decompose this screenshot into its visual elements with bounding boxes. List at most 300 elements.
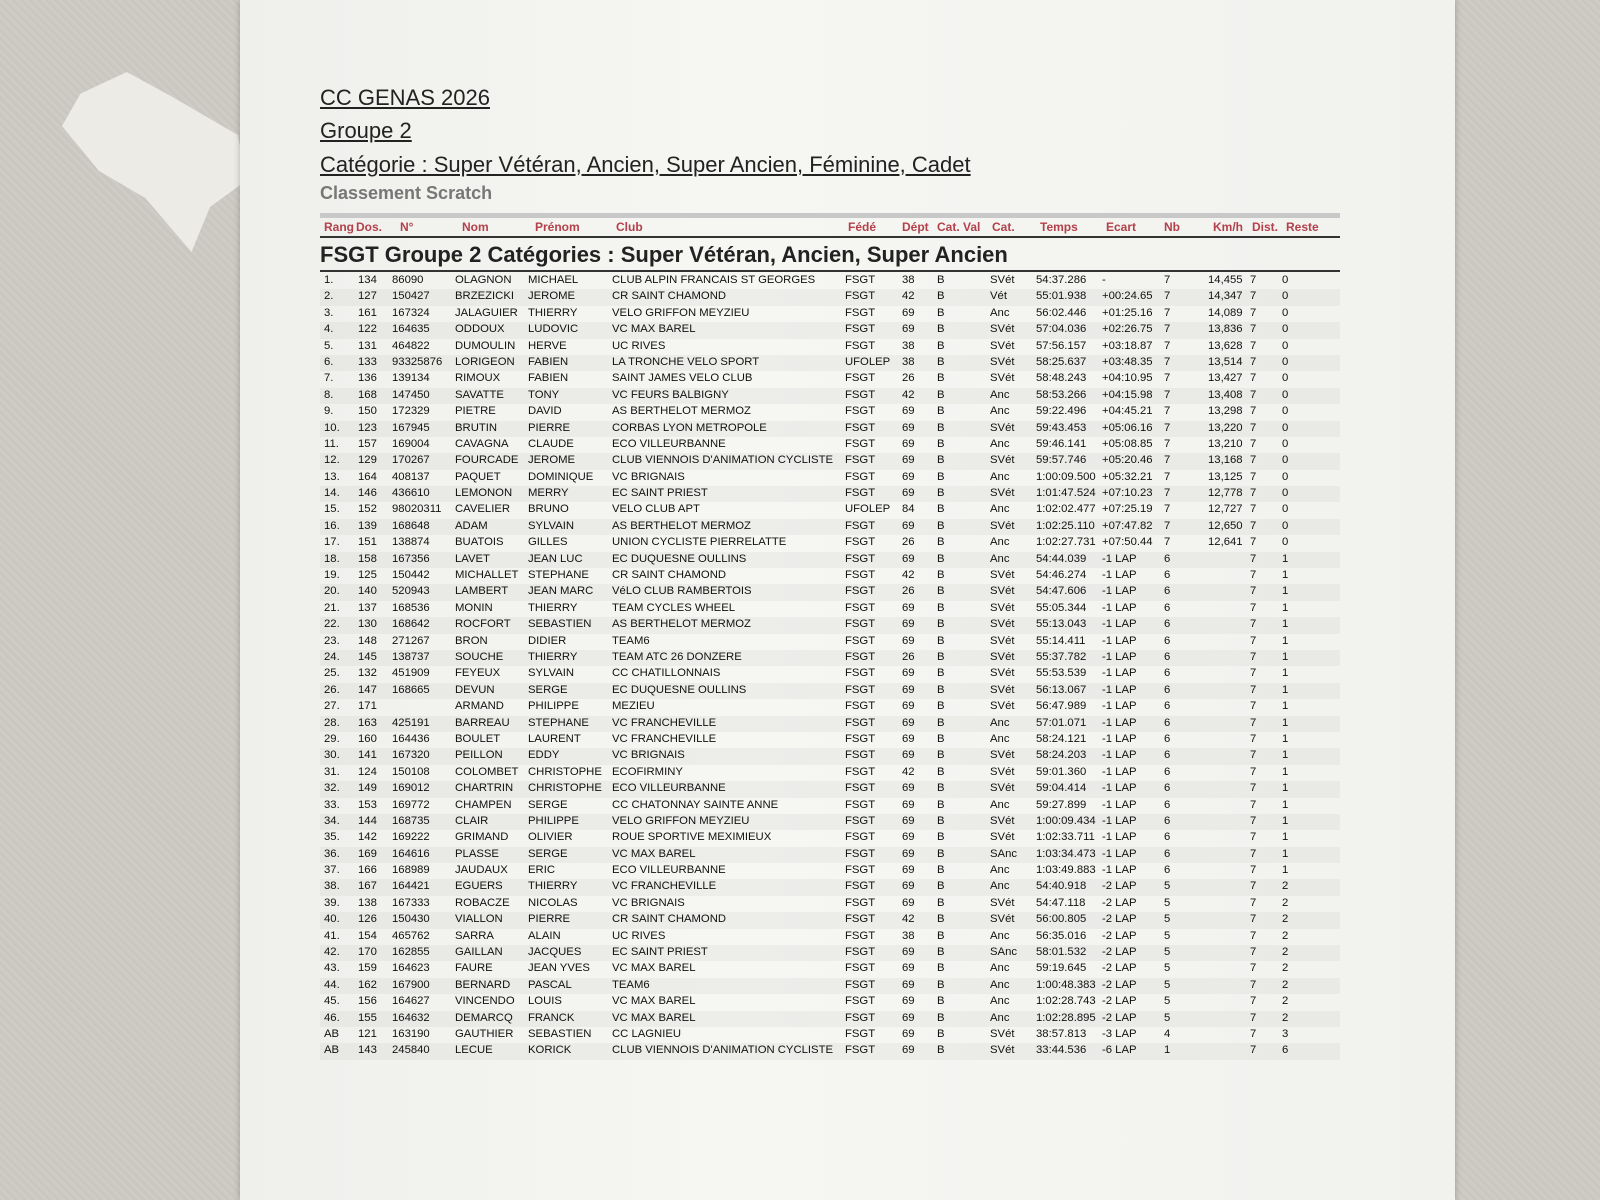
cell-distance: 7 bbox=[1250, 798, 1257, 811]
cell-category: Anc bbox=[990, 405, 1010, 418]
cell-time: 38:57.813 bbox=[1036, 1027, 1087, 1040]
cell-first-name: PIERRE bbox=[528, 421, 571, 434]
cell-first-name: NICOLAS bbox=[528, 896, 578, 909]
table-row bbox=[320, 781, 1340, 797]
cell-time: 54:37.286 bbox=[1036, 274, 1087, 286]
cell-department: 69 bbox=[902, 782, 915, 795]
cell-club: CC CHATILLONNAIS bbox=[612, 667, 721, 680]
cell-club: VC MAX BAREL bbox=[612, 1011, 696, 1024]
cell-club: VC FRANCHEVILLE bbox=[612, 716, 717, 729]
cell-speed: 13,628 bbox=[1208, 339, 1243, 352]
cell-distance: 7 bbox=[1250, 339, 1257, 352]
cell-speed: 12,650 bbox=[1208, 519, 1243, 532]
cell-first-name: STEPHANE bbox=[528, 569, 589, 582]
cell-bib: 133 bbox=[358, 355, 377, 368]
cell-remaining: 1 bbox=[1282, 716, 1289, 729]
cell-bib: 170 bbox=[358, 946, 377, 959]
cell-time: 59:19.645 bbox=[1036, 962, 1087, 975]
cell-cat-val: B bbox=[937, 618, 945, 631]
cell-gap: -1 LAP bbox=[1102, 700, 1137, 713]
cell-category: SVét bbox=[990, 667, 1015, 680]
cell-cat-val: B bbox=[937, 388, 945, 401]
cell-distance: 7 bbox=[1250, 323, 1257, 336]
cell-bib: 150 bbox=[358, 405, 377, 418]
cell-federation: FSGT bbox=[845, 896, 876, 909]
cell-department: 69 bbox=[902, 1011, 915, 1024]
cell-federation: FSGT bbox=[845, 536, 876, 549]
cell-cat-val: B bbox=[937, 536, 945, 549]
cell-federation: FSGT bbox=[845, 995, 876, 1008]
cell-remaining: 1 bbox=[1282, 732, 1289, 745]
cell-laps: 7 bbox=[1164, 339, 1171, 352]
cell-first-name: KORICK bbox=[528, 1044, 572, 1057]
cell-club: ECO VILLEURBANNE bbox=[612, 782, 726, 795]
table-row bbox=[320, 470, 1340, 486]
cell-federation: FSGT bbox=[845, 290, 876, 303]
cell-cat-val: B bbox=[937, 437, 945, 450]
cell-cat-val: B bbox=[937, 519, 945, 532]
cell-remaining: 3 bbox=[1282, 1027, 1289, 1040]
cell-club: VC FRANCHEVILLE bbox=[612, 880, 717, 893]
cell-bib: 162 bbox=[358, 978, 377, 991]
cell-time: 55:01.938 bbox=[1036, 290, 1087, 303]
cell-licence: 169012 bbox=[392, 782, 430, 795]
cell-bib: 126 bbox=[358, 913, 377, 926]
col-temps: Temps bbox=[1040, 220, 1078, 234]
cell-department: 69 bbox=[902, 437, 915, 450]
cell-distance: 7 bbox=[1250, 683, 1257, 696]
cell-rank: 17. bbox=[324, 536, 340, 549]
table-row bbox=[320, 1011, 1340, 1027]
cell-category: SVét bbox=[990, 749, 1015, 762]
cell-laps: 6 bbox=[1164, 798, 1171, 811]
cell-federation: FSGT bbox=[845, 437, 876, 450]
cell-remaining: 1 bbox=[1282, 749, 1289, 762]
cell-federation: FSGT bbox=[845, 601, 876, 614]
cell-distance: 7 bbox=[1250, 421, 1257, 434]
cell-laps: 6 bbox=[1164, 650, 1171, 663]
cell-remaining: 6 bbox=[1282, 1044, 1289, 1057]
cell-gap: -6 LAP bbox=[1102, 1044, 1137, 1057]
table-row bbox=[320, 847, 1340, 863]
cell-licence: 168536 bbox=[392, 601, 430, 614]
cell-federation: FSGT bbox=[845, 814, 876, 827]
table-row bbox=[320, 486, 1340, 502]
cell-department: 69 bbox=[902, 814, 915, 827]
cell-federation: UFOLEP bbox=[845, 355, 891, 368]
cell-federation: FSGT bbox=[845, 798, 876, 811]
cell-club: CLUB VIENNOIS D'ANIMATION CYCLISTE bbox=[612, 454, 834, 467]
cell-cat-val: B bbox=[937, 782, 945, 795]
cell-licence: 245840 bbox=[392, 1044, 430, 1057]
cell-distance: 7 bbox=[1250, 503, 1257, 516]
cell-gap: -1 LAP bbox=[1102, 749, 1137, 762]
cell-gap: -1 LAP bbox=[1102, 798, 1137, 811]
col-dos: Dos. bbox=[356, 220, 383, 234]
cell-remaining: 0 bbox=[1282, 437, 1289, 450]
col-dept: Dépt bbox=[902, 220, 929, 234]
cell-remaining: 1 bbox=[1282, 667, 1289, 680]
cell-bib: 147 bbox=[358, 683, 377, 696]
cell-federation: FSGT bbox=[845, 487, 876, 500]
cell-department: 26 bbox=[902, 372, 915, 385]
cell-distance: 7 bbox=[1250, 454, 1257, 467]
cell-last-name: EGUERS bbox=[455, 880, 503, 893]
cell-rank: 14. bbox=[324, 487, 340, 500]
cell-laps: 7 bbox=[1164, 421, 1171, 434]
cell-department: 69 bbox=[902, 700, 915, 713]
cell-time: 55:13.043 bbox=[1036, 618, 1087, 631]
cell-laps: 7 bbox=[1164, 274, 1171, 286]
cell-time: 54:40.918 bbox=[1036, 880, 1087, 893]
cell-bib: 144 bbox=[358, 814, 377, 827]
table-row bbox=[320, 666, 1340, 682]
cell-last-name: GAILLAN bbox=[455, 946, 503, 959]
cell-remaining: 1 bbox=[1282, 798, 1289, 811]
cell-first-name: PIERRE bbox=[528, 913, 571, 926]
cell-laps: 7 bbox=[1164, 372, 1171, 385]
cell-distance: 7 bbox=[1250, 700, 1257, 713]
cell-cat-val: B bbox=[937, 569, 945, 582]
cell-laps: 4 bbox=[1164, 1027, 1171, 1040]
cell-department: 69 bbox=[902, 519, 915, 532]
cell-gap: -1 LAP bbox=[1102, 782, 1137, 795]
cell-club: ECO VILLEURBANNE bbox=[612, 864, 726, 877]
cell-laps: 6 bbox=[1164, 765, 1171, 778]
table-row bbox=[320, 994, 1340, 1010]
cell-speed: 13,427 bbox=[1208, 372, 1243, 385]
cell-laps: 7 bbox=[1164, 519, 1171, 532]
cell-distance: 7 bbox=[1250, 487, 1257, 500]
cell-department: 69 bbox=[902, 1027, 915, 1040]
cell-bib: 153 bbox=[358, 798, 377, 811]
cell-category: SVét bbox=[990, 814, 1015, 827]
cell-licence: 465762 bbox=[392, 929, 430, 942]
cell-bib: 148 bbox=[358, 634, 377, 647]
cell-speed: 13,168 bbox=[1208, 454, 1243, 467]
cell-time: 55:14.411 bbox=[1036, 634, 1086, 647]
cell-bib: 146 bbox=[358, 487, 377, 500]
cell-distance: 7 bbox=[1250, 585, 1257, 598]
cell-first-name: JEROME bbox=[528, 290, 576, 303]
cell-gap: +02:26.75 bbox=[1102, 323, 1153, 336]
cell-laps: 5 bbox=[1164, 1011, 1171, 1024]
cell-distance: 7 bbox=[1250, 355, 1257, 368]
cell-laps: 6 bbox=[1164, 601, 1171, 614]
cell-rank: 15. bbox=[324, 503, 340, 516]
cell-department: 69 bbox=[902, 601, 915, 614]
cell-laps: 7 bbox=[1164, 306, 1171, 319]
cell-rank: 18. bbox=[324, 552, 340, 565]
cell-rank: 40. bbox=[324, 913, 340, 926]
cell-cat-val: B bbox=[937, 995, 945, 1008]
cell-licence: 436610 bbox=[392, 487, 430, 500]
cell-laps: 7 bbox=[1164, 503, 1171, 516]
cell-rank: 36. bbox=[324, 847, 340, 860]
cell-club: VC BRIGNAIS bbox=[612, 470, 685, 483]
cell-gap: -1 LAP bbox=[1102, 716, 1137, 729]
cell-bib: 121 bbox=[358, 1027, 377, 1040]
cell-first-name: SYLVAIN bbox=[528, 519, 575, 532]
cell-rank: 45. bbox=[324, 995, 340, 1008]
cell-gap: -1 LAP bbox=[1102, 831, 1137, 844]
table-row bbox=[320, 978, 1340, 994]
cell-licence: 168648 bbox=[392, 519, 430, 532]
table-row bbox=[320, 289, 1340, 305]
cell-first-name: LOUIS bbox=[528, 995, 562, 1008]
cell-category: SVét bbox=[990, 372, 1015, 385]
cell-time: 54:47.118 bbox=[1036, 896, 1086, 909]
cell-cat-val: B bbox=[937, 880, 945, 893]
cell-last-name: CAVAGNA bbox=[455, 437, 509, 450]
results-sheet bbox=[240, 0, 1455, 1200]
cell-distance: 7 bbox=[1250, 962, 1257, 975]
cell-laps: 5 bbox=[1164, 896, 1171, 909]
table-row bbox=[320, 814, 1340, 830]
cell-licence: 167324 bbox=[392, 306, 430, 319]
cell-federation: FSGT bbox=[845, 388, 876, 401]
cell-distance: 7 bbox=[1250, 814, 1257, 827]
cell-speed: 14,455 bbox=[1208, 274, 1243, 286]
cell-bib: 154 bbox=[358, 929, 377, 942]
cell-club: VC MAX BAREL bbox=[612, 847, 696, 860]
cell-gap: -1 LAP bbox=[1102, 847, 1137, 860]
cell-gap: -1 LAP bbox=[1102, 552, 1137, 565]
cell-licence: 167356 bbox=[392, 552, 430, 565]
cell-first-name: DAVID bbox=[528, 405, 562, 418]
cell-last-name: LAMBERT bbox=[455, 585, 509, 598]
cell-time: 55:37.782 bbox=[1036, 650, 1087, 663]
cell-bib: 145 bbox=[358, 650, 377, 663]
cell-first-name: PHILIPPE bbox=[528, 700, 579, 713]
cell-remaining: 1 bbox=[1282, 650, 1289, 663]
cell-licence: 139134 bbox=[392, 372, 430, 385]
cell-first-name: STEPHANE bbox=[528, 716, 589, 729]
cell-federation: FSGT bbox=[845, 700, 876, 713]
cell-distance: 7 bbox=[1250, 1027, 1257, 1040]
cell-time: 55:05.344 bbox=[1036, 601, 1087, 614]
cell-laps: 6 bbox=[1164, 814, 1171, 827]
cell-last-name: LEMONON bbox=[455, 487, 513, 500]
cell-gap: +04:45.21 bbox=[1102, 405, 1153, 418]
cell-category: SVét bbox=[990, 585, 1015, 598]
cell-licence: 164635 bbox=[392, 323, 430, 336]
cell-distance: 7 bbox=[1250, 569, 1257, 582]
cell-rank: 39. bbox=[324, 896, 340, 909]
cell-category: SVét bbox=[990, 1044, 1015, 1057]
table-row bbox=[320, 650, 1340, 666]
cell-distance: 7 bbox=[1250, 519, 1257, 532]
cell-remaining: 1 bbox=[1282, 601, 1289, 614]
cell-licence: 172329 bbox=[392, 405, 430, 418]
cell-first-name: GILLES bbox=[528, 536, 568, 549]
cell-category: SVét bbox=[990, 782, 1015, 795]
table-row bbox=[320, 945, 1340, 961]
cell-first-name: LAURENT bbox=[528, 732, 581, 745]
cell-gap: +00:24.65 bbox=[1102, 290, 1153, 303]
cell-rank: 4. bbox=[324, 323, 334, 336]
cell-category: SVét bbox=[990, 650, 1015, 663]
cell-remaining: 1 bbox=[1282, 847, 1289, 860]
table-row bbox=[320, 388, 1340, 404]
cell-last-name: LAVET bbox=[455, 552, 490, 565]
cell-remaining: 2 bbox=[1282, 880, 1289, 893]
cell-last-name: GAUTHIER bbox=[455, 1027, 514, 1040]
cell-first-name: THIERRY bbox=[528, 880, 578, 893]
cell-bib: 164 bbox=[358, 470, 377, 483]
cell-department: 69 bbox=[902, 749, 915, 762]
cell-last-name: SARRA bbox=[455, 929, 494, 942]
cell-rank: 26. bbox=[324, 683, 340, 696]
cell-gap: -2 LAP bbox=[1102, 962, 1137, 975]
cell-time: 56:13.067 bbox=[1036, 683, 1087, 696]
cell-gap: -2 LAP bbox=[1102, 1011, 1137, 1024]
cell-first-name: THIERRY bbox=[528, 306, 578, 319]
cell-speed: 13,408 bbox=[1208, 388, 1243, 401]
cell-cat-val: B bbox=[937, 798, 945, 811]
cell-time: 59:27.899 bbox=[1036, 798, 1087, 811]
cell-federation: FSGT bbox=[845, 634, 876, 647]
cell-rank: 42. bbox=[324, 946, 340, 959]
cell-distance: 7 bbox=[1250, 405, 1257, 418]
table-row bbox=[320, 879, 1340, 895]
cell-gap: -2 LAP bbox=[1102, 913, 1137, 926]
cell-licence: 150427 bbox=[392, 290, 430, 303]
cell-club: SAINT JAMES VELO CLUB bbox=[612, 372, 753, 385]
col-prenom: Prénom bbox=[535, 220, 580, 234]
cell-category: Anc bbox=[990, 962, 1010, 975]
cell-category: SVét bbox=[990, 601, 1015, 614]
cell-club: VELO GRIFFON MEYZIEU bbox=[612, 306, 750, 319]
cell-first-name: HERVE bbox=[528, 339, 567, 352]
cell-remaining: 0 bbox=[1282, 519, 1289, 532]
cell-time: 58:24.121 bbox=[1036, 732, 1087, 745]
table-row bbox=[320, 404, 1340, 420]
cell-remaining: 1 bbox=[1282, 831, 1289, 844]
cell-bib: 131 bbox=[358, 339, 377, 352]
cell-federation: FSGT bbox=[845, 716, 876, 729]
cell-last-name: SOUCHE bbox=[455, 650, 504, 663]
table-row bbox=[320, 519, 1340, 535]
cell-cat-val: B bbox=[937, 601, 945, 614]
cell-laps: 7 bbox=[1164, 454, 1171, 467]
cell-licence: 170267 bbox=[392, 454, 430, 467]
cell-department: 69 bbox=[902, 1044, 915, 1057]
cell-remaining: 1 bbox=[1282, 814, 1289, 827]
cell-club: VC BRIGNAIS bbox=[612, 749, 685, 762]
cell-gap: -1 LAP bbox=[1102, 618, 1137, 631]
cell-laps: 6 bbox=[1164, 732, 1171, 745]
cell-licence: 167900 bbox=[392, 978, 430, 991]
cell-licence: 150108 bbox=[392, 765, 430, 778]
cell-gap: -1 LAP bbox=[1102, 601, 1137, 614]
cell-department: 69 bbox=[902, 962, 915, 975]
cell-cat-val: B bbox=[937, 765, 945, 778]
cell-category: SVét bbox=[990, 896, 1015, 909]
cell-first-name: OLIVIER bbox=[528, 831, 573, 844]
cell-laps: 7 bbox=[1164, 437, 1171, 450]
cell-remaining: 2 bbox=[1282, 929, 1289, 942]
col-cat: Cat. bbox=[992, 220, 1015, 234]
cell-time: 1:03:49.883 bbox=[1036, 864, 1096, 877]
cell-last-name: JALAGUIER bbox=[455, 306, 518, 319]
cell-club: MEZIEU bbox=[612, 700, 655, 713]
cell-bib: 151 bbox=[358, 536, 377, 549]
cell-club: VC BRIGNAIS bbox=[612, 896, 685, 909]
cell-department: 69 bbox=[902, 634, 915, 647]
cell-time: 56:02.446 bbox=[1036, 306, 1087, 319]
cell-last-name: BARREAU bbox=[455, 716, 510, 729]
cell-gap: -1 LAP bbox=[1102, 683, 1137, 696]
cell-licence: 138874 bbox=[392, 536, 430, 549]
cell-gap: +03:18.87 bbox=[1102, 339, 1153, 352]
cell-laps: 7 bbox=[1164, 323, 1171, 336]
cell-laps: 5 bbox=[1164, 880, 1171, 893]
cell-first-name: LUDOVIC bbox=[528, 323, 579, 336]
cell-department: 38 bbox=[902, 355, 915, 368]
cell-remaining: 0 bbox=[1282, 503, 1289, 516]
table-row bbox=[320, 863, 1340, 879]
cell-category: SVét bbox=[990, 634, 1015, 647]
cell-club: UC RIVES bbox=[612, 339, 666, 352]
cell-first-name: CHRISTOPHE bbox=[528, 765, 602, 778]
cell-last-name: FOURCADE bbox=[455, 454, 519, 467]
cell-club: ECOFIRMINY bbox=[612, 765, 683, 778]
cell-rank: 25. bbox=[324, 667, 340, 680]
cell-remaining: 1 bbox=[1282, 700, 1289, 713]
cell-remaining: 0 bbox=[1282, 536, 1289, 549]
cell-distance: 7 bbox=[1250, 274, 1257, 286]
table-row bbox=[320, 568, 1340, 584]
cell-last-name: FAURE bbox=[455, 962, 493, 975]
cell-distance: 7 bbox=[1250, 765, 1257, 778]
cell-time: 1:02:28.895 bbox=[1036, 1011, 1096, 1024]
cell-laps: 6 bbox=[1164, 864, 1171, 877]
cell-department: 26 bbox=[902, 650, 915, 663]
cell-category: Anc bbox=[990, 880, 1010, 893]
table-row bbox=[320, 306, 1340, 322]
cell-federation: FSGT bbox=[845, 650, 876, 663]
cell-licence: 147450 bbox=[392, 388, 430, 401]
cell-club: UC RIVES bbox=[612, 929, 666, 942]
cell-cat-val: B bbox=[937, 290, 945, 303]
cell-licence: 168642 bbox=[392, 618, 430, 631]
cell-category: SAnc bbox=[990, 847, 1018, 860]
cell-cat-val: B bbox=[937, 339, 945, 352]
ranking-label: Classement Scratch bbox=[320, 183, 493, 203]
cell-gap: +04:15.98 bbox=[1102, 388, 1153, 401]
cell-bib: 169 bbox=[358, 847, 377, 860]
cell-department: 69 bbox=[902, 667, 915, 680]
cell-last-name: GRIMAND bbox=[455, 831, 509, 844]
cell-gap: +07:50.44 bbox=[1102, 536, 1153, 549]
cell-federation: FSGT bbox=[845, 1011, 876, 1024]
cell-distance: 7 bbox=[1250, 946, 1257, 959]
cell-licence: 168735 bbox=[392, 814, 430, 827]
cell-remaining: 1 bbox=[1282, 585, 1289, 598]
cell-department: 69 bbox=[902, 470, 915, 483]
cell-time: 57:56.157 bbox=[1036, 339, 1087, 352]
cell-category: SVét bbox=[990, 323, 1015, 336]
cell-licence: 451909 bbox=[392, 667, 430, 680]
cell-last-name: JAUDAUX bbox=[455, 864, 508, 877]
cell-last-name: ADAM bbox=[455, 519, 488, 532]
cell-time: 58:01.532 bbox=[1036, 946, 1087, 959]
table-row bbox=[320, 453, 1340, 469]
cell-laps: 6 bbox=[1164, 847, 1171, 860]
cell-bib: 134 bbox=[358, 274, 377, 286]
cell-speed: 13,514 bbox=[1208, 355, 1243, 368]
